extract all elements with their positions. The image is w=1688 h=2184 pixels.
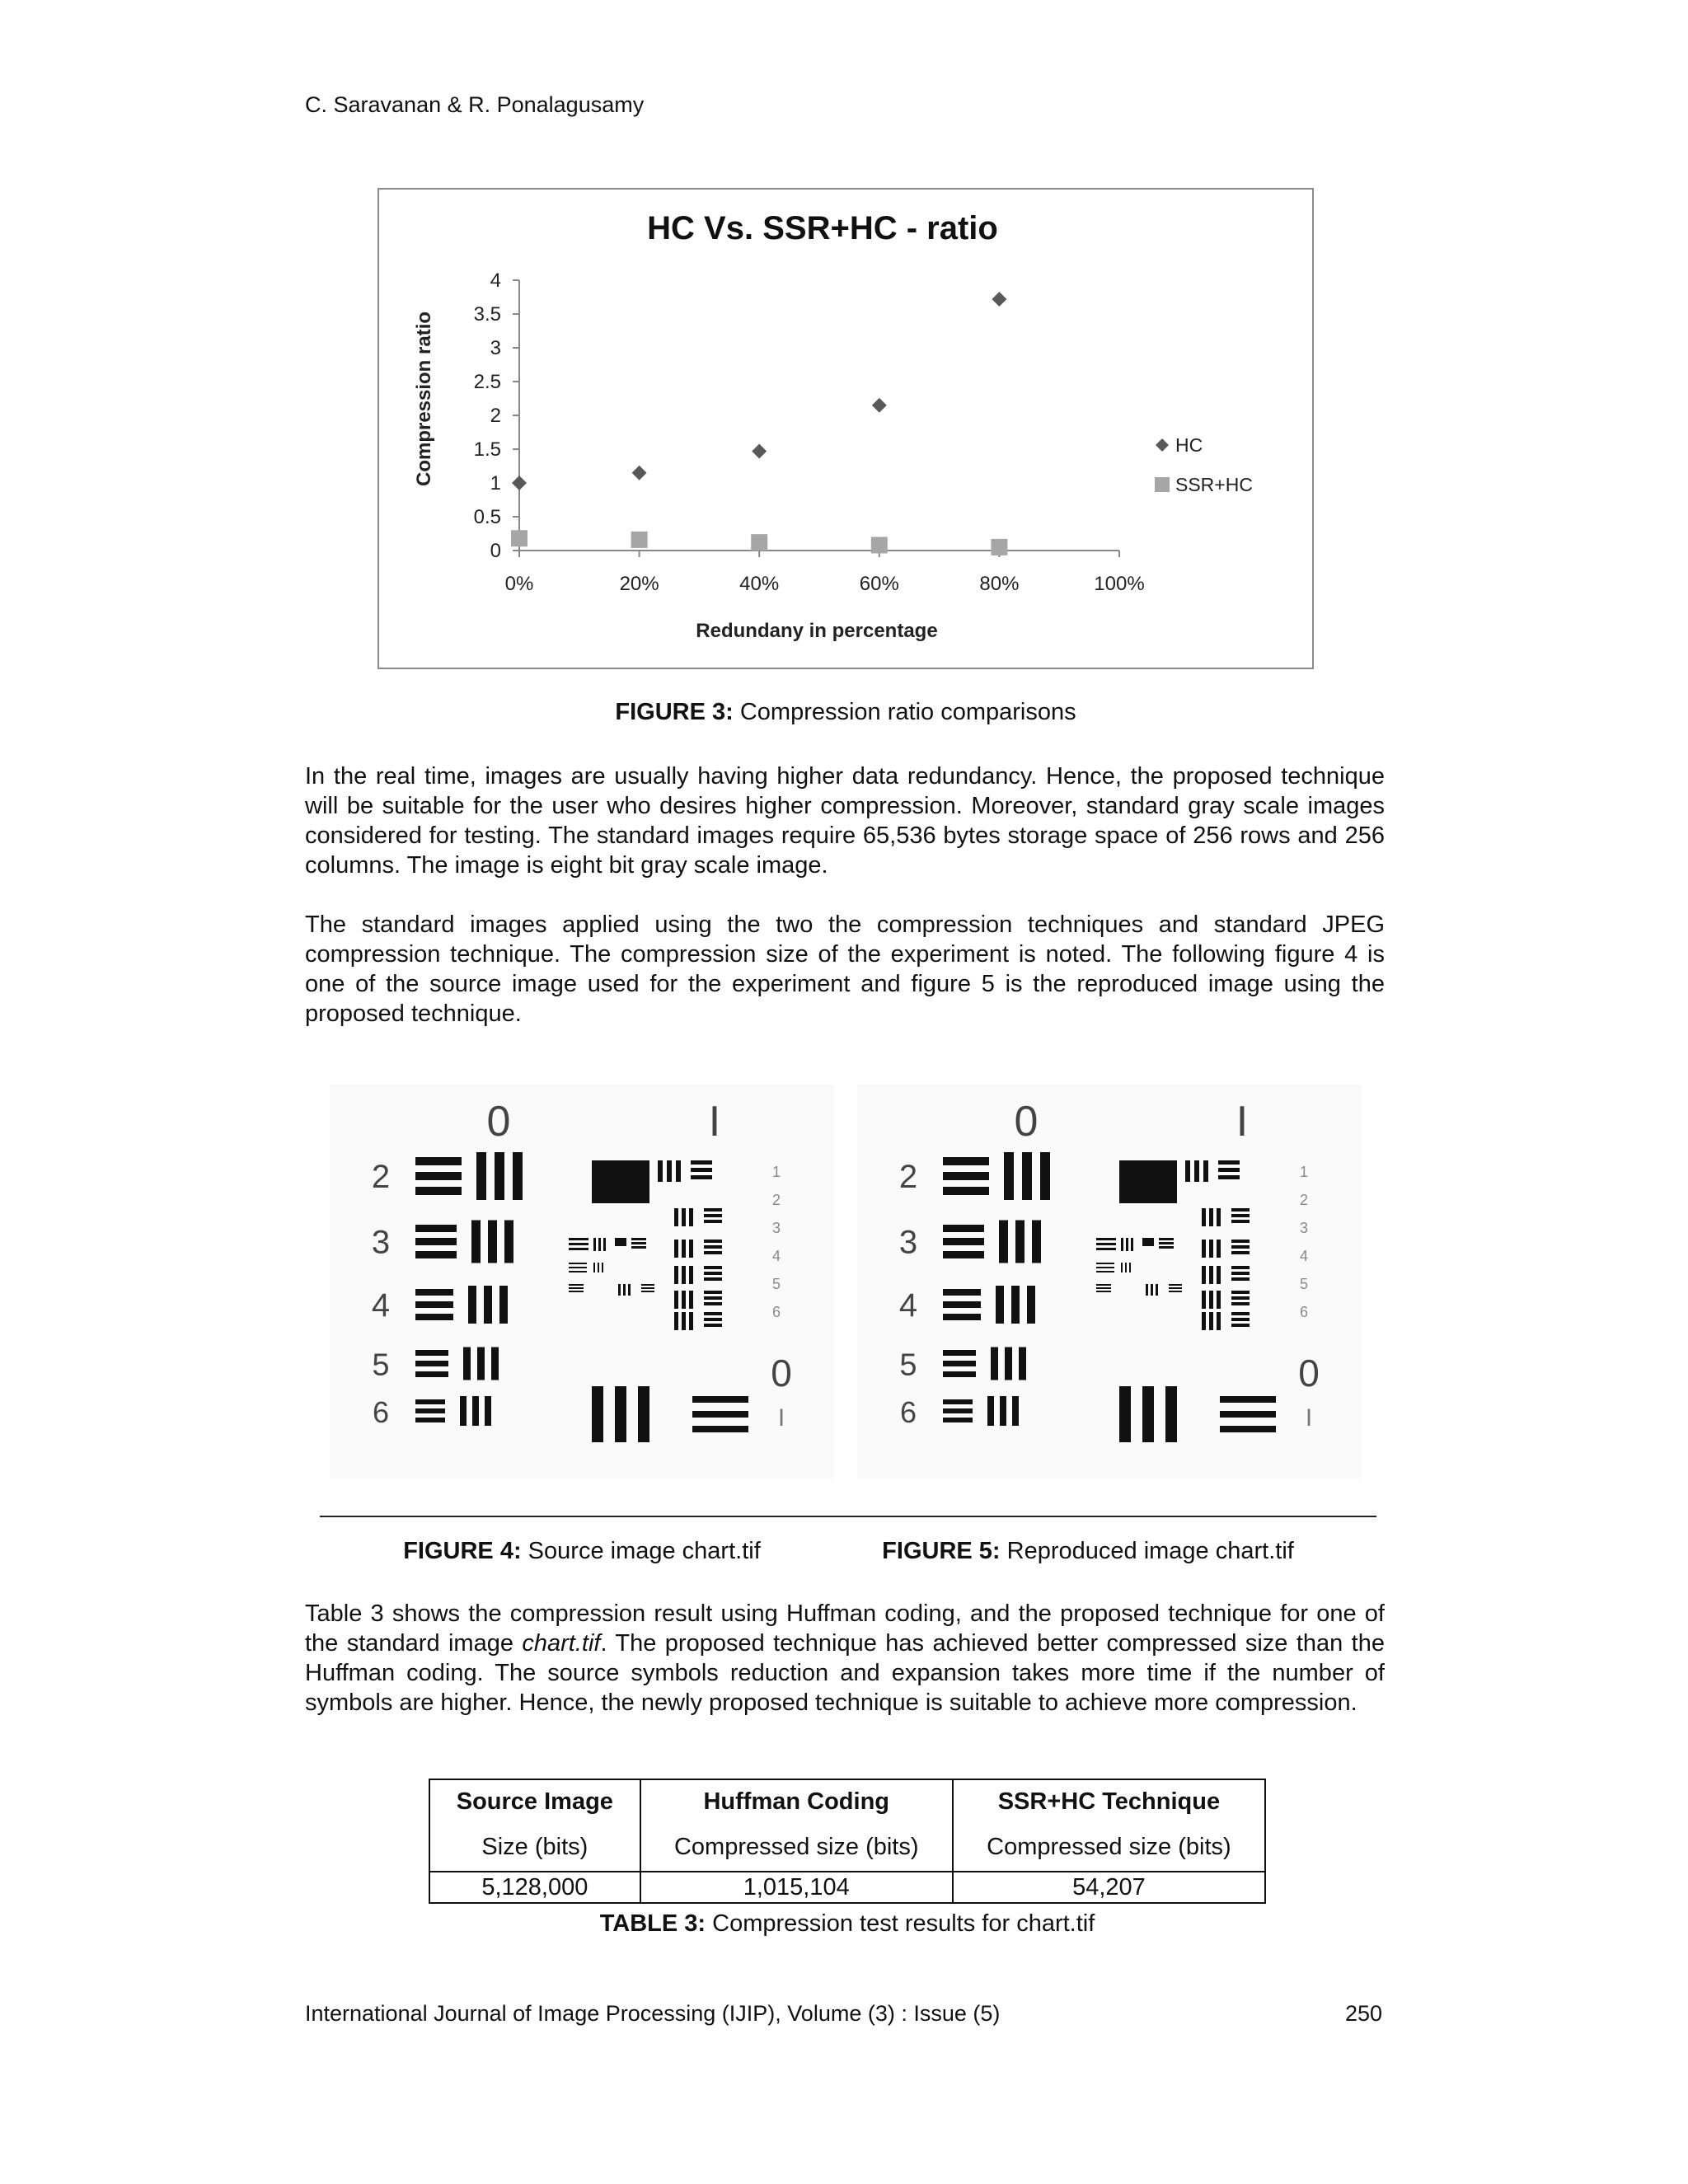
test-bar: [569, 1263, 587, 1264]
test-bar: [1231, 1266, 1250, 1269]
test-bar: [472, 1396, 479, 1426]
test-bar: [704, 1220, 722, 1223]
test-bar: [1231, 1208, 1250, 1212]
test-bar: [1231, 1324, 1250, 1327]
chart-label: 1: [771, 1164, 781, 1180]
test-bar: [704, 1266, 722, 1269]
test-bar: [682, 1291, 686, 1309]
test-bar: [704, 1245, 722, 1249]
test-bar: [689, 1291, 693, 1309]
table-row: [429, 1872, 1265, 1903]
chart-label: 4: [771, 1248, 781, 1264]
test-bar: [623, 1284, 626, 1296]
test-bar: [704, 1318, 722, 1321]
test-bar: [689, 1312, 693, 1330]
chart-label: I: [708, 1098, 721, 1146]
legend-ssr-hc-marker: [1155, 477, 1170, 492]
compression-ratio-chart: [377, 188, 1314, 669]
test-bar: [1165, 1386, 1177, 1442]
test-bar: [415, 1172, 462, 1180]
test-bar: [1005, 1347, 1012, 1380]
test-bar: [638, 1386, 649, 1442]
test-bar: [1231, 1291, 1250, 1294]
chart-label: I: [777, 1404, 785, 1432]
test-bar: [471, 1221, 481, 1263]
test-bar: [689, 1208, 693, 1226]
ssr-hc-data-point: [991, 539, 1007, 555]
test-bar: [477, 1347, 485, 1380]
test-bar: [943, 1314, 981, 1320]
chart-label: I: [1305, 1404, 1313, 1432]
test-bar: [999, 1221, 1008, 1263]
test-bar: [674, 1266, 678, 1284]
chart-label: 0: [486, 1098, 511, 1146]
x-tick-label: 60%: [859, 573, 899, 595]
test-bar: [628, 1284, 631, 1296]
test-bar: [598, 1238, 601, 1251]
x-tick-label: 100%: [1094, 573, 1145, 595]
ssr-hc-data-point: [631, 532, 648, 548]
test-bar: [1004, 1152, 1014, 1200]
test-bar: [943, 1289, 981, 1296]
test-bar: [1220, 1411, 1276, 1418]
test-bar: [943, 1399, 973, 1404]
chart-label: 3: [898, 1224, 918, 1261]
test-bar: [631, 1238, 646, 1240]
test-bar: [592, 1386, 603, 1442]
test-bar: [943, 1238, 984, 1245]
y-tick-label: 0: [490, 540, 501, 562]
test-bar: [1096, 1243, 1116, 1245]
test-bar: [682, 1208, 686, 1226]
test-bar: [569, 1238, 588, 1240]
figure-3-caption: [377, 699, 1314, 726]
test-bar: [943, 1172, 989, 1180]
test-bar: [415, 1314, 453, 1320]
test-bar: [667, 1160, 672, 1182]
test-bar: [513, 1152, 523, 1200]
page-number: 250: [1345, 2001, 1383, 2026]
source-test-image: [330, 1085, 834, 1479]
test-bar: [1231, 1312, 1250, 1315]
test-bar: [1096, 1291, 1111, 1292]
test-bar: [1203, 1160, 1208, 1182]
chart-label: 2: [371, 1159, 391, 1195]
test-bar: [1032, 1221, 1041, 1263]
test-bar: [1231, 1272, 1250, 1275]
test-bar: [704, 1302, 722, 1305]
table-3-text: Compression test results for chart.tif: [706, 1910, 1095, 1937]
test-bar: [1159, 1242, 1174, 1244]
running-header: C. Saravanan & R. Ponalagusamy: [305, 92, 645, 117]
test-bar: [692, 1411, 748, 1418]
test-bar: [1217, 1291, 1221, 1309]
test-bar: [415, 1157, 462, 1165]
figure-4-label: FIGURE 4:: [403, 1538, 522, 1564]
test-bar: [943, 1225, 984, 1232]
table-header-cell: Source Image: [429, 1779, 640, 1823]
chart-label: 2: [771, 1192, 781, 1208]
test-bar: [658, 1160, 663, 1182]
test-bar: [569, 1267, 587, 1268]
test-bar: [641, 1287, 654, 1289]
test-bar: [1217, 1312, 1221, 1330]
test-bar: [1000, 1396, 1006, 1426]
test-bar: [682, 1312, 686, 1330]
test-bar: [1231, 1251, 1250, 1254]
test-bar: [415, 1238, 457, 1245]
test-block: [615, 1238, 626, 1246]
x-axis-label: Redundany in percentage: [696, 620, 938, 642]
chart-label: 5: [899, 1347, 917, 1383]
table-header-cell: SSR+HC Technique: [953, 1779, 1265, 1823]
test-bar: [569, 1291, 584, 1292]
test-bar: [569, 1284, 584, 1286]
test-bar: [641, 1284, 654, 1286]
legend-label: SSR+HC: [1175, 474, 1253, 495]
test-bar: [691, 1160, 712, 1165]
test-bar: [692, 1396, 748, 1403]
figure-5-text: Reproduced image chart.tif: [1000, 1538, 1294, 1564]
chart-label: 0: [1298, 1352, 1320, 1394]
test-bar: [1156, 1284, 1158, 1296]
paragraph-1-text: In the real time, images are usually having higher data redundancy. Hence, the proposed technique will be suitable for the user who desires higher compression. Moreover, standard gray scale images considered for testing. The standard images require 65,536 bytes storage space of 256 rows and 256 columns. The image is eight bit gray scale image.: [305, 763, 1385, 879]
test-bar: [1169, 1284, 1182, 1286]
x-tick-label: 80%: [979, 573, 1020, 595]
y-axis-label: Compression ratio: [413, 311, 435, 487]
test-bar: [1019, 1347, 1026, 1380]
test-bar: [1202, 1266, 1206, 1284]
x-tick-label: 40%: [739, 573, 780, 595]
test-bar: [1096, 1287, 1111, 1289]
test-bar: [943, 1361, 976, 1366]
test-bar: [704, 1296, 722, 1300]
test-bar: [1231, 1277, 1250, 1281]
y-tick-label: 2.5: [473, 371, 501, 393]
y-tick-label: 1: [490, 472, 501, 494]
journal-footer: International Journal of Image Processing (IJIP), Volume (3) : Issue (5): [305, 2001, 1001, 2026]
paragraph-3-filename: chart.tif: [522, 1630, 601, 1657]
paragraph-3-part-a: Table 3 shows the compression result using Huffman coding, and the proposed technique for one of the standard image: [305, 1601, 1385, 1657]
test-bar: [676, 1160, 681, 1182]
test-bar: [1121, 1238, 1123, 1251]
test-bar: [463, 1347, 471, 1380]
chart-label: 6: [1299, 1304, 1309, 1320]
test-bar: [691, 1168, 712, 1172]
test-bar: [943, 1301, 981, 1308]
test-bar: [682, 1240, 686, 1258]
test-bar: [1142, 1386, 1154, 1442]
test-bar: [1159, 1238, 1174, 1240]
test-block: [1119, 1160, 1177, 1203]
figure-5-label: FIGURE 5:: [882, 1538, 1001, 1564]
test-bar: [1231, 1214, 1250, 1217]
paragraph-1: [305, 762, 1385, 880]
test-bar: [1202, 1312, 1206, 1330]
test-bar: [1231, 1245, 1250, 1249]
x-tick-label: 0%: [504, 573, 534, 595]
test-bar: [1231, 1220, 1250, 1223]
table-cell: 5,128,000: [429, 1872, 640, 1903]
test-bar: [504, 1221, 513, 1263]
test-bar: [1185, 1160, 1190, 1182]
test-bar: [692, 1426, 748, 1432]
test-bar: [1209, 1312, 1213, 1330]
test-bar: [593, 1263, 595, 1272]
legend-label: HC: [1175, 434, 1203, 456]
test-block: [592, 1160, 649, 1203]
test-bar: [415, 1361, 448, 1366]
test-bar: [460, 1396, 467, 1426]
test-bar: [1202, 1240, 1206, 1258]
test-bar: [1012, 1396, 1019, 1426]
test-bar: [569, 1243, 588, 1245]
test-bar: [1022, 1152, 1032, 1200]
results-table: [429, 1779, 1266, 1904]
reproduced-test-image: [857, 1085, 1362, 1479]
test-bar: [704, 1312, 722, 1315]
test-bar: [674, 1291, 678, 1309]
test-bar: [1040, 1152, 1050, 1200]
test-bar: [495, 1152, 504, 1200]
test-bar: [468, 1286, 476, 1324]
y-tick-label: 2: [490, 405, 501, 427]
chart-label: 4: [1299, 1248, 1309, 1264]
chart-label: 6: [771, 1304, 781, 1320]
test-bar: [689, 1240, 693, 1258]
chart-label: 4: [371, 1287, 391, 1324]
reproduced-test-pattern: [899, 1098, 1320, 1442]
test-bar: [674, 1312, 678, 1330]
test-bar: [1096, 1263, 1114, 1264]
ssr-hc-data-point: [511, 530, 528, 546]
test-bar: [691, 1175, 712, 1179]
table-subheader-cell: Compressed size (bits): [953, 1823, 1265, 1872]
test-bar: [1096, 1267, 1114, 1268]
test-bar: [415, 1408, 445, 1413]
test-bar: [1217, 1266, 1221, 1284]
test-bar: [704, 1324, 722, 1327]
test-bar: [991, 1347, 998, 1380]
test-bar: [1169, 1287, 1182, 1289]
test-bar: [1096, 1271, 1114, 1272]
test-bar: [1129, 1263, 1131, 1272]
test-bar: [631, 1246, 646, 1249]
paragraph-3-text: [305, 1599, 1385, 1718]
table-subheader-cell: Compressed size (bits): [640, 1823, 953, 1872]
table-header-cell: Huffman Coding: [640, 1779, 953, 1823]
test-block: [1142, 1238, 1154, 1246]
test-bar: [1209, 1208, 1213, 1226]
chart-label: 3: [1299, 1220, 1309, 1236]
test-bar: [682, 1266, 686, 1284]
test-bar: [488, 1221, 497, 1263]
y-tick-label: 4: [490, 269, 501, 292]
test-bar: [943, 1251, 984, 1258]
test-bar: [1126, 1238, 1128, 1251]
test-bar: [704, 1291, 722, 1294]
test-bar: [704, 1277, 722, 1281]
test-bar: [1218, 1168, 1240, 1172]
ssr-hc-data-point: [751, 534, 767, 551]
test-bar: [1217, 1240, 1221, 1258]
test-bar: [704, 1272, 722, 1275]
test-bar: [1231, 1302, 1250, 1305]
table-header-row: [429, 1779, 1265, 1823]
chart-label: 3: [771, 1220, 781, 1236]
test-bar: [491, 1347, 499, 1380]
table-3-label: TABLE 3:: [599, 1910, 706, 1937]
test-bar: [415, 1187, 462, 1195]
test-bar: [598, 1263, 599, 1272]
test-bar: [415, 1301, 453, 1308]
ssr-hc-data-point: [871, 537, 888, 553]
test-bar: [569, 1287, 584, 1289]
test-bar: [602, 1263, 603, 1272]
paragraph-3-part-b: . The proposed technique has achieved better compressed size than the Huffman coding. The source symbols reduction and expansion takes more time if the number of symbols are higher. Hence, the newly proposed technique is suitable to achieve more compression.: [305, 1630, 1385, 1716]
test-bar: [1202, 1291, 1206, 1309]
chart-label: 6: [372, 1395, 390, 1429]
test-bar: [704, 1214, 722, 1217]
test-bar: [1218, 1175, 1240, 1179]
test-bar: [1015, 1221, 1025, 1263]
test-bar: [415, 1225, 457, 1232]
figure-3-text: Compression ratio comparisons: [733, 699, 1076, 725]
test-bar: [1121, 1263, 1123, 1272]
test-bar: [689, 1266, 693, 1284]
chart-label: I: [1236, 1098, 1249, 1146]
test-bar: [987, 1396, 994, 1426]
test-bar: [569, 1248, 588, 1250]
test-bar: [1096, 1238, 1116, 1240]
y-tick-label: 0.5: [473, 506, 501, 528]
test-bar: [1209, 1266, 1213, 1284]
test-bar: [1220, 1396, 1276, 1403]
chart-label: 5: [372, 1347, 390, 1383]
table-cell: 54,207: [953, 1872, 1265, 1903]
table-subheader-row: [429, 1823, 1265, 1872]
test-bar: [569, 1271, 587, 1272]
test-bar: [1202, 1208, 1206, 1226]
test-bar: [1096, 1284, 1111, 1286]
test-bar: [943, 1371, 976, 1377]
test-bar: [1027, 1286, 1035, 1324]
test-bar: [1217, 1208, 1221, 1226]
test-bar: [1231, 1240, 1250, 1243]
test-bar: [1169, 1291, 1182, 1292]
figure-3-label: FIGURE 3:: [615, 699, 734, 725]
chart-label: 5: [771, 1276, 781, 1292]
test-bar: [1096, 1248, 1116, 1250]
test-bar: [415, 1399, 445, 1404]
test-bar: [1146, 1284, 1148, 1296]
test-bar: [943, 1187, 989, 1195]
test-bar: [1131, 1238, 1133, 1251]
chart-label: 0: [771, 1352, 792, 1394]
figure-4-caption: [330, 1538, 834, 1565]
test-bar: [1220, 1426, 1276, 1432]
chart-label: 3: [371, 1224, 391, 1261]
test-bar: [603, 1238, 606, 1251]
test-bar: [415, 1289, 453, 1296]
source-test-pattern: [372, 1098, 792, 1442]
test-bar: [415, 1251, 457, 1258]
test-bar: [476, 1152, 486, 1200]
test-bar: [1218, 1160, 1240, 1165]
y-tick-label: 3: [490, 337, 501, 359]
test-bar: [415, 1371, 448, 1377]
y-tick-label: 3.5: [473, 303, 501, 326]
figure-divider: [320, 1516, 1376, 1517]
table-cell: 1,015,104: [640, 1872, 953, 1903]
test-bar: [943, 1350, 976, 1356]
figure-4-text: Source image chart.tif: [521, 1538, 761, 1564]
test-bar: [415, 1350, 448, 1356]
test-bar: [1125, 1263, 1127, 1272]
test-bar: [593, 1238, 596, 1251]
test-bar: [631, 1242, 646, 1244]
test-bar: [704, 1240, 722, 1243]
test-bar: [943, 1418, 973, 1422]
paragraph-2-text: The standard images applied using the two the compression techniques and standard JPEG compression technique. The compression size of the experiment is noted. The following figure 4 is one of the source image used for the experiment and figure 5 is the reproduced image using the proposed technique.: [305, 912, 1385, 1027]
test-bar: [415, 1418, 445, 1422]
test-bar: [1194, 1160, 1199, 1182]
x-tick-label: 20%: [619, 573, 659, 595]
test-bar: [615, 1386, 626, 1442]
chart-label: 6: [899, 1395, 917, 1429]
test-bar: [1231, 1296, 1250, 1300]
paragraph-2: [305, 910, 1385, 1029]
chart-title: HC Vs. SSR+HC - ratio: [647, 210, 998, 246]
test-bar: [674, 1208, 678, 1226]
test-bar: [618, 1284, 621, 1296]
test-bar: [484, 1286, 492, 1324]
test-bar: [674, 1240, 678, 1258]
test-bar: [1231, 1318, 1250, 1321]
test-bar: [1011, 1286, 1020, 1324]
test-bar: [485, 1396, 491, 1426]
test-bar: [1159, 1246, 1174, 1249]
test-bar: [704, 1251, 722, 1254]
figure-5-caption: [824, 1538, 1352, 1565]
test-bar: [1119, 1386, 1131, 1442]
test-bar: [1209, 1240, 1213, 1258]
chart-label: 0: [1014, 1098, 1039, 1146]
chart-label: 1: [1299, 1164, 1309, 1180]
test-bar: [996, 1286, 1004, 1324]
test-bar: [1151, 1284, 1153, 1296]
test-bar: [499, 1286, 508, 1324]
chart-label: 2: [1299, 1192, 1309, 1208]
test-bar: [641, 1291, 654, 1292]
chart-label: 5: [1299, 1276, 1309, 1292]
test-bar: [943, 1157, 989, 1165]
y-tick-label: 1.5: [473, 438, 501, 461]
table-3-caption: [429, 1910, 1266, 1938]
paragraph-3: [305, 1599, 1385, 1718]
chart-label: 2: [898, 1159, 918, 1195]
table-subheader-cell: Size (bits): [429, 1823, 640, 1872]
test-bar: [943, 1408, 973, 1413]
test-bar: [1209, 1291, 1213, 1309]
chart-label: 4: [898, 1287, 918, 1324]
test-bar: [704, 1208, 722, 1212]
